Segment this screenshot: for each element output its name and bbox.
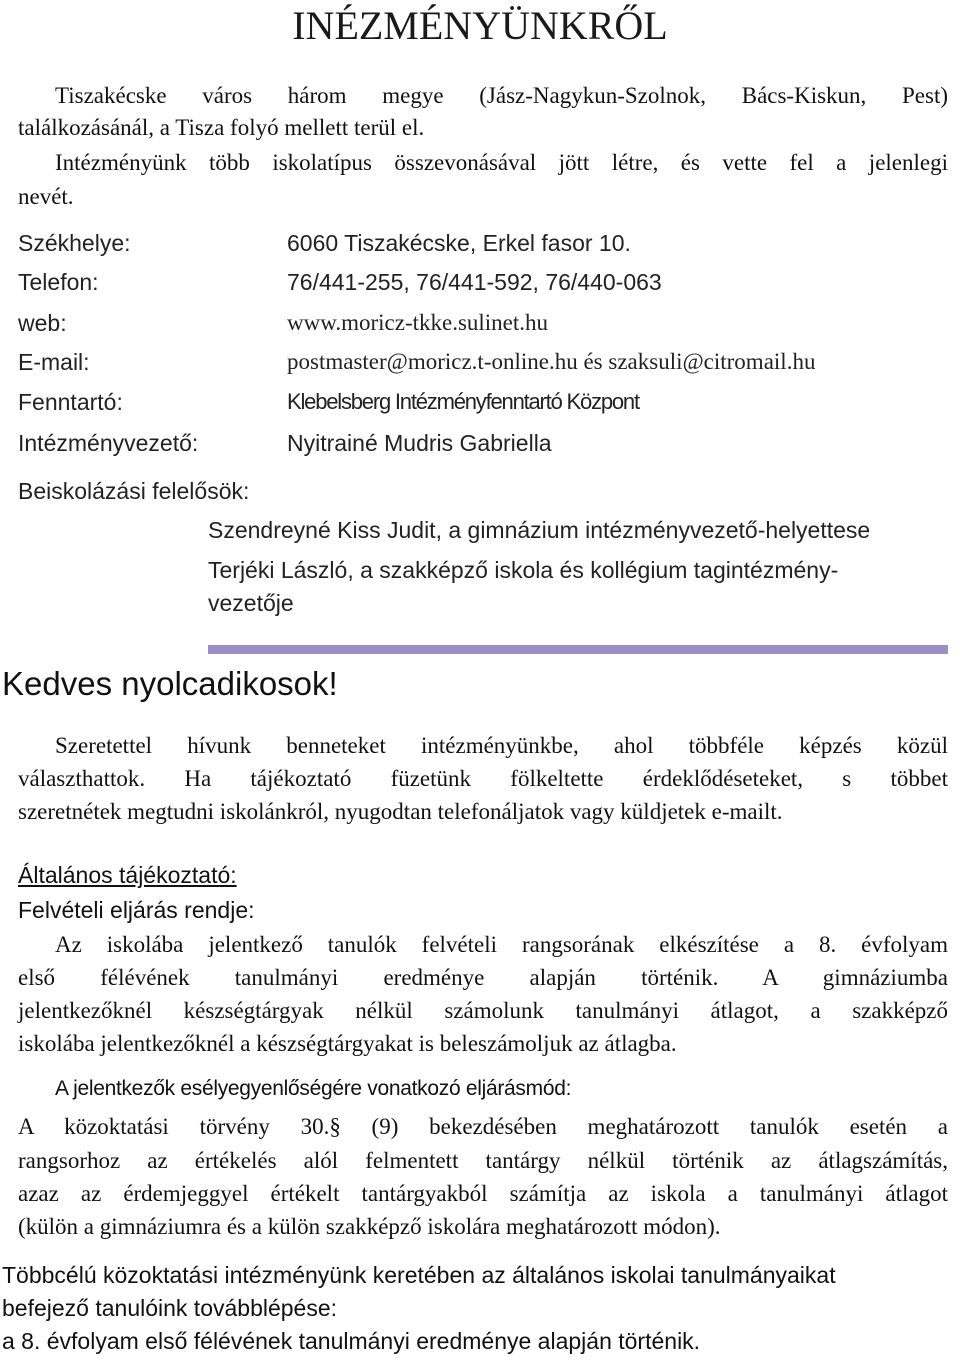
general-line-3: jelentkezőknél készségtárgyak nélkül számolunk tanulmányi átlagot, a szakképző xyxy=(18,998,948,1023)
info-value-web[interactable]: www.moricz-tkke.sulinet.hu xyxy=(287,310,549,335)
info-label-director: Intézményvezető: xyxy=(18,430,199,456)
equal-line-2: rangsorhoz az értékelés alól felmentett tantárgy nélkül történik az átlagszámítás, xyxy=(18,1148,948,1173)
intro-line-4: nevét. xyxy=(18,184,74,209)
welcome-line-3: szeretnétek megtudni iskolánkról, nyugodtan telefonáljatok vagy küldjetek e-mailt. xyxy=(18,799,783,824)
info-label-maintainer: Fenntartó: xyxy=(18,389,123,415)
info-label-seat: Székhelye: xyxy=(18,230,131,256)
intro-line-1: Tiszakécske város három megye (Jász-Nagykun-Szolnok, Bács-Kiskun, Pest) xyxy=(55,83,948,108)
intro-line-3: Intézményünk több iskolatípus összevonásával jött létre, és vette fel a jelenlegi xyxy=(55,150,948,175)
info-label-phone: Telefon: xyxy=(18,269,99,295)
general-line-1: Az iskolába jelentkező tanulók felvételi rangsorának elkészítése a 8. évfolyam xyxy=(55,932,948,957)
equal-line-4: (külön a gimnáziumra és a külön szakképző iskolára meghatározott módon). xyxy=(18,1214,721,1239)
info-value-seat: 6060 Tiszakécske, Erkel fasor 10. xyxy=(287,230,631,256)
info-label-email: E-mail: xyxy=(18,349,90,375)
section-divider xyxy=(208,645,948,654)
equal-line-3: azaz az érdemjeggyel értékelt tantárgyakból számítja az iskola a tanulmányi átlagot xyxy=(18,1181,948,1206)
equal-line-1: A közoktatási törvény 30.§ (9) bekezdésében meghatározott tanulók esetén a xyxy=(18,1114,948,1139)
intro-line-2: találkozásánál, a Tisza folyó mellett terül el. xyxy=(18,115,425,140)
recruitment-label: Beiskolázási felelősök: xyxy=(18,478,250,504)
equal-subheading: A jelentkezők esélyegyenlőségére vonatkozó eljárásmód: xyxy=(55,1077,572,1100)
general-heading: Általános tájékoztató: xyxy=(18,862,237,888)
admission-subheading: Felvételi eljárás rendje: xyxy=(18,897,255,923)
info-value-maintainer: Klebelsberg Intézményfenntartó Központ xyxy=(287,389,639,414)
info-label-web: web: xyxy=(18,310,67,336)
recruitment-person-1: Szendreyné Kiss Judit, a gimnázium intézményvezető-helyettese xyxy=(208,517,871,543)
welcome-line-2: választhattok. Ha tájékoztató füzetünk fölkeltette érdeklődéseteket, s többet xyxy=(18,766,948,791)
closing-line-3: a 8. évfolyam első félévének tanulmányi eredménye alapján történik. xyxy=(2,1328,701,1354)
info-value-email[interactable]: postmaster@moricz.t-online.hu és szaksuli@citromail.hu xyxy=(287,349,816,374)
info-value-director: Nyitrainé Mudris Gabriella xyxy=(287,430,552,456)
info-value-phone: 76/441-255, 76/441-592, 76/440-063 xyxy=(287,269,662,295)
closing-line-2: befejező tanulóink továbblépése: xyxy=(2,1295,338,1321)
welcome-line-1: Szeretettel hívunk benneteket intézményünkbe, ahol többféle képzés közül xyxy=(55,733,948,758)
general-line-4: iskolába jelentkezőknél a készségtárgyakat is beleszámoljuk az átlagba. xyxy=(18,1031,677,1056)
closing-line-1: Többcélú közoktatási intézményünk keretében az általános iskolai tanulmányaikat xyxy=(2,1262,836,1288)
recruitment-person-2: Terjéki László, a szakképző iskola és kollégium tagintézmény- xyxy=(208,557,839,583)
general-line-2: első félévének tanulmányi eredménye alapján történik. A gimnáziumba xyxy=(18,965,948,990)
page-title: INÉZMÉNYÜNKRŐL xyxy=(292,3,668,48)
greeting-heading: Kedves nyolcadikosok! xyxy=(2,665,338,702)
recruitment-person-2-cont: vezetője xyxy=(208,590,294,616)
